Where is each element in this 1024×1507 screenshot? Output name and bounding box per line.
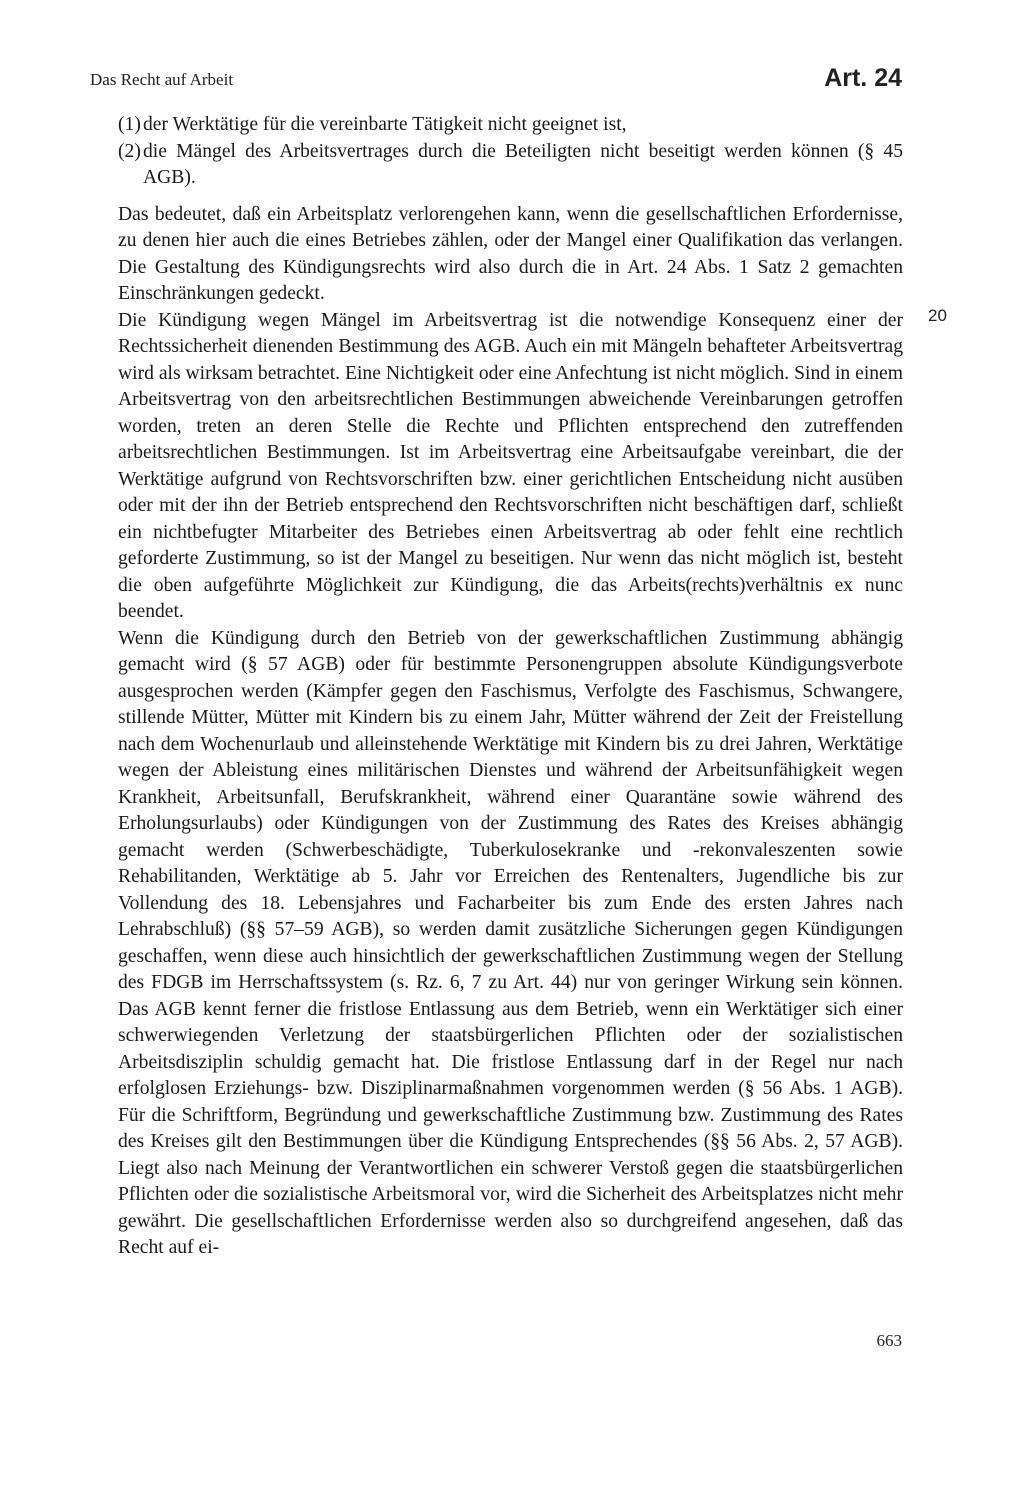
list-item-text: die Mängel des Arbeitsvertrages durch die Beteiligten nicht beseitigt werden können (§ 45 AGB). (143, 140, 903, 188)
list-item-number: (1) (118, 114, 141, 135)
paragraph: Die Kündigung wegen Mängel im Arbeitsvertrag ist die notwendige Konsequenz einer der Rechtssicherheit dienenden Bestimmung des AGB. Auch ein mit Mängeln behafteter Arbeitsvertrag wird als wirksam betrachtet. Eine Nichtigkeit oder eine Anfechtung ist nicht möglich. Sind in einem Arbeitsvertrag von den arbeitsrechtlichen Bestimmungen abweichende Vereinbarungen getroffen worden, treten an deren Stelle die Rechte und Pflichten entsprechend den zutreffenden arbeitsrechtlichen Bestimmungen. Ist im Arbeitsvertrag eine Arbeitsaufgabe vereinbart, die der Werktätige aufgrund von Rechtsvorschriften bzw. einer gerichtlichen Entscheidung nicht ausüben oder mit der ihn der Betrieb entsprechend den Rechtsvorschriften nicht beschäftigen darf, schließt ein nichtbefugter Mitarbeiter des Betriebes einen Arbeitsvertrag ab oder fehlt eine rechtlich geforderte Zustimmung, so ist der Mangel zu beseitigen. Nur wenn das nicht möglich ist, besteht die oben aufgeführte Möglichkeit zur Kündigung, die das Arbeits(rechts)verhältnis ex nunc beendet. (118, 309, 903, 622)
spacer (118, 192, 903, 202)
list-item-text: der Werktätige für die vereinbarte Tätigkeit nicht geeignet ist, (143, 114, 627, 135)
running-head: Das Recht auf Arbeit (90, 70, 234, 89)
list-item (118, 139, 903, 192)
list-item (118, 112, 903, 139)
paragraph: Das bedeutet, daß ein Arbeitsplatz verlorengehen kann, wenn die gesellschaftlichen Erfordernisse, zu denen hier auch die eines Betriebes zählen, oder der Mangel einer Qualifikation das verlangen. Die Gestaltung des Kündigungsrechts wird also durch die in Art. 24 Abs. 1 Satz 2 gemachten Einschränkungen gedeckt. (118, 203, 903, 304)
page-number: 663 (876, 1331, 902, 1350)
body-text (118, 112, 903, 1262)
article-label: Art. 24 (824, 64, 902, 92)
list-item-number: (2) (118, 140, 141, 162)
paragraph: Wenn die Kündigung durch den Betrieb von der gewerkschaftlichen Zustimmung abhängig gemacht wird (§ 57 AGB) oder für bestimmte Personengruppen absolute Kündigungsverbote ausgesprochen werden (Kämpfer gegen den Faschismus, Verfolgte des Faschismus, Schwangere, stillende Mütter, Mütter mit Kindern bis zu einem Jahr, Mütter während der Zeit der Freistellung nach dem Wochenurlaub und alleinstehende Werktätige mit Kindern bis zu drei Jahren, Werktätige wegen der Ableistung eines militärischen Dienstes und während der Arbeitsunfähigkeit wegen Krankheit, Arbeitsunfall, Berufskrankheit, während einer Quarantäne sowie während des Erholungsurlaubs) oder Kündigungen von der Zustimmung des Rates des Kreises abhängig gemacht werden (Schwerbeschädigte, Tuberkulosekranke und -rekonvaleszenten sowie Rehabilitanden, Werktätige ab 5. Jahr vor Erreichen des Rentenalters, Jugendliche bis zur Vollendung des 18. Lebensjahres und Facharbeiter bis zum Ende des ersten Jahres nach Lehrabschluß) (§§ 57–59 AGB), so werden damit zusätzliche Sicherungen gegen Kündigungen geschaffen, wenn diese auch hinsichtlich der gewerkschaftlichen Zustimmung wegen der Stellung des FDGB im Herrschaftssystem (s. Rz. 6, 7 zu Art. 44) nur von geringer Wirkung sein können. Das AGB kennt ferner die fristlose Entlassung aus dem Betrieb, wenn ein Werktätiger sich einer schwerwiegenden Verletzung der staatsbürgerlichen Pflichten oder der sozialistischen Arbeitsdisziplin schuldig gemacht hat. Die fristlose Entlassung darf in der Regel nur nach erfolglosen Erziehungs- bzw. Disziplinarmaßnahmen vorgenommen werden (§ 56 Abs. 1 AGB). Für die Schriftform, Begründung und gewerkschaftliche Zustimmung bzw. Zustimmung des Rates des Kreises gilt den Bestimmungen über die Kündigung Entsprechendes (§§ 56 Abs. 2, 57 AGB). Liegt also nach Meinung der Verantwortlichen ein schwerer Verstoß gegen die staatsbürgerlichen Pflichten oder die sozialistische Arbeitsmoral vor, wird die Sicherheit des Arbeitsplatzes nicht mehr gewährt. Die gesellschaftlichen Erfordernisse werden also so durchgreifend angesehen, daß das Recht auf ei- (118, 627, 903, 1258)
margin-number: 20 (928, 306, 947, 325)
